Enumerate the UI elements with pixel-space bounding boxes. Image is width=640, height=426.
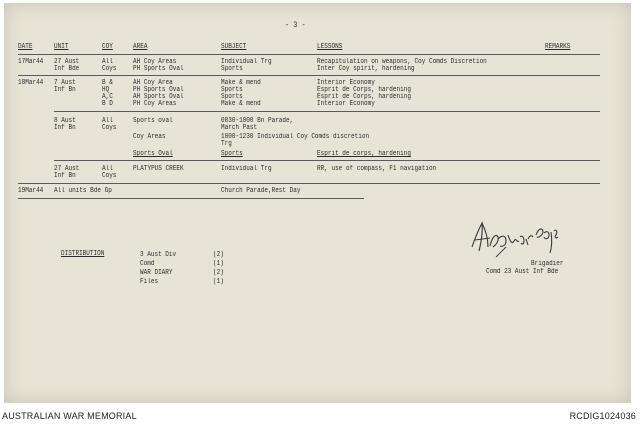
row-unit: 27 Aust [54, 58, 80, 66]
row-subject: Sports [221, 65, 243, 73]
row-coy: HQ [102, 86, 110, 94]
row-area: AH Sports Oval [133, 93, 184, 101]
row-area: Sports Oval [133, 150, 173, 158]
row-coy: Coys [102, 172, 117, 180]
row-lessons: Interior Economy [317, 79, 375, 87]
distribution-name: Comd [140, 260, 155, 268]
header-subject: SUBJECT [221, 43, 247, 51]
row-coy: B D [102, 100, 113, 108]
header-rule [18, 54, 600, 55]
row-subject: Church Parade,Rest Day [221, 187, 301, 195]
row-subject: March Past [221, 124, 258, 132]
signature-rank: Brigadier [531, 260, 564, 268]
row-area: Coy Areas [133, 133, 166, 141]
row-lessons: Interior Economy [317, 100, 375, 108]
row-lessons: Inter Coy spirit, hardening [317, 65, 415, 73]
row-coy: Coys [102, 65, 117, 73]
row-area: PH Sports Oval [133, 86, 184, 94]
row-lessons: RR, use of compass, F1 navigation [317, 165, 437, 173]
row-coy: All [102, 117, 113, 125]
row-coy: A,C [102, 93, 113, 101]
row-rule [18, 198, 364, 199]
header-remarks: REMARKS [545, 43, 571, 51]
row-lessons: Esprit de Corps, hardening [317, 93, 411, 101]
row-date: 17Mar44 [18, 58, 44, 66]
row-unit: 8 Aust [54, 117, 76, 125]
row-unit: 27 Aust [54, 165, 80, 173]
row-area: AH Coy Area [133, 79, 173, 87]
distribution-name: Files [140, 278, 159, 286]
handwritten-signature [466, 213, 566, 263]
header-date: DATE [18, 43, 33, 51]
row-subject: 0830-1000 Bn Parade, [221, 117, 294, 125]
row-unit: Inf Bn [54, 124, 76, 132]
row-unit: All units Bde Gp [54, 187, 112, 195]
row-subject: 1000-1230 Individual Coy Comds discretion [221, 133, 370, 141]
header-area: AREA [133, 43, 148, 51]
document-page [4, 3, 631, 403]
row-date: 18Mar44 [18, 79, 44, 87]
footer-record-id: RCDIG1024036 [569, 411, 636, 421]
row-subject: Sports [221, 150, 243, 158]
row-area: PH Coy Areas [133, 100, 177, 108]
row-unit: Inf Bde [54, 65, 80, 73]
row-unit: Inf Bn [54, 86, 76, 94]
footer-archive-name: AUSTRALIAN WAR MEMORIAL [2, 411, 137, 421]
header-unit: UNIT [54, 43, 69, 51]
row-unit: Inf Bn [54, 172, 76, 180]
row-subject: Individual Trg [221, 58, 272, 66]
distribution-heading: DISTRIBUTION [61, 250, 105, 258]
row-subject: Individual Trg [221, 165, 272, 173]
row-lessons: Recapitulation on weapons, Coy Comds Discretion [317, 58, 487, 66]
row-subject: Sports [221, 93, 243, 101]
row-subject: Make & mend [221, 79, 261, 87]
row-rule [54, 160, 600, 161]
row-rule [18, 183, 600, 184]
distribution-name: WAR DIARY [140, 269, 173, 277]
row-coy: All [102, 58, 113, 66]
row-coy: All [102, 165, 113, 173]
header-lessons: LESSONS [317, 43, 343, 51]
row-area: PLATYPUS CREEK [133, 165, 184, 173]
row-rule [18, 75, 600, 76]
row-lessons: Esprit de corps, hardening [317, 150, 411, 158]
row-area: AH Coy Areas [133, 58, 177, 66]
row-area: Sports oval [133, 117, 173, 125]
row-rule [54, 111, 600, 112]
signature-appointment: Comd 23 Aust Inf Bde [486, 268, 559, 276]
header-coy: COY [102, 43, 113, 51]
row-subject: Trg [221, 140, 232, 148]
distribution-count: (1) [213, 278, 224, 286]
distribution-count: (2) [213, 251, 224, 259]
row-subject: Sports [221, 86, 243, 94]
row-subject: Make & mend [221, 100, 261, 108]
row-unit: 7 Aust [54, 79, 76, 87]
distribution-count: (2) [213, 269, 224, 277]
distribution-count: (1) [213, 260, 224, 268]
distribution-name: 3 Aust Div [140, 251, 177, 259]
page-number: - 3 - [285, 21, 306, 30]
row-coy: Coys [102, 124, 117, 132]
row-coy: B & [102, 79, 113, 87]
row-area: PH Sports Oval [133, 65, 184, 73]
row-lessons: Esprit de Corps, hardening [317, 86, 411, 94]
row-date: 19Mar44 [18, 187, 44, 195]
